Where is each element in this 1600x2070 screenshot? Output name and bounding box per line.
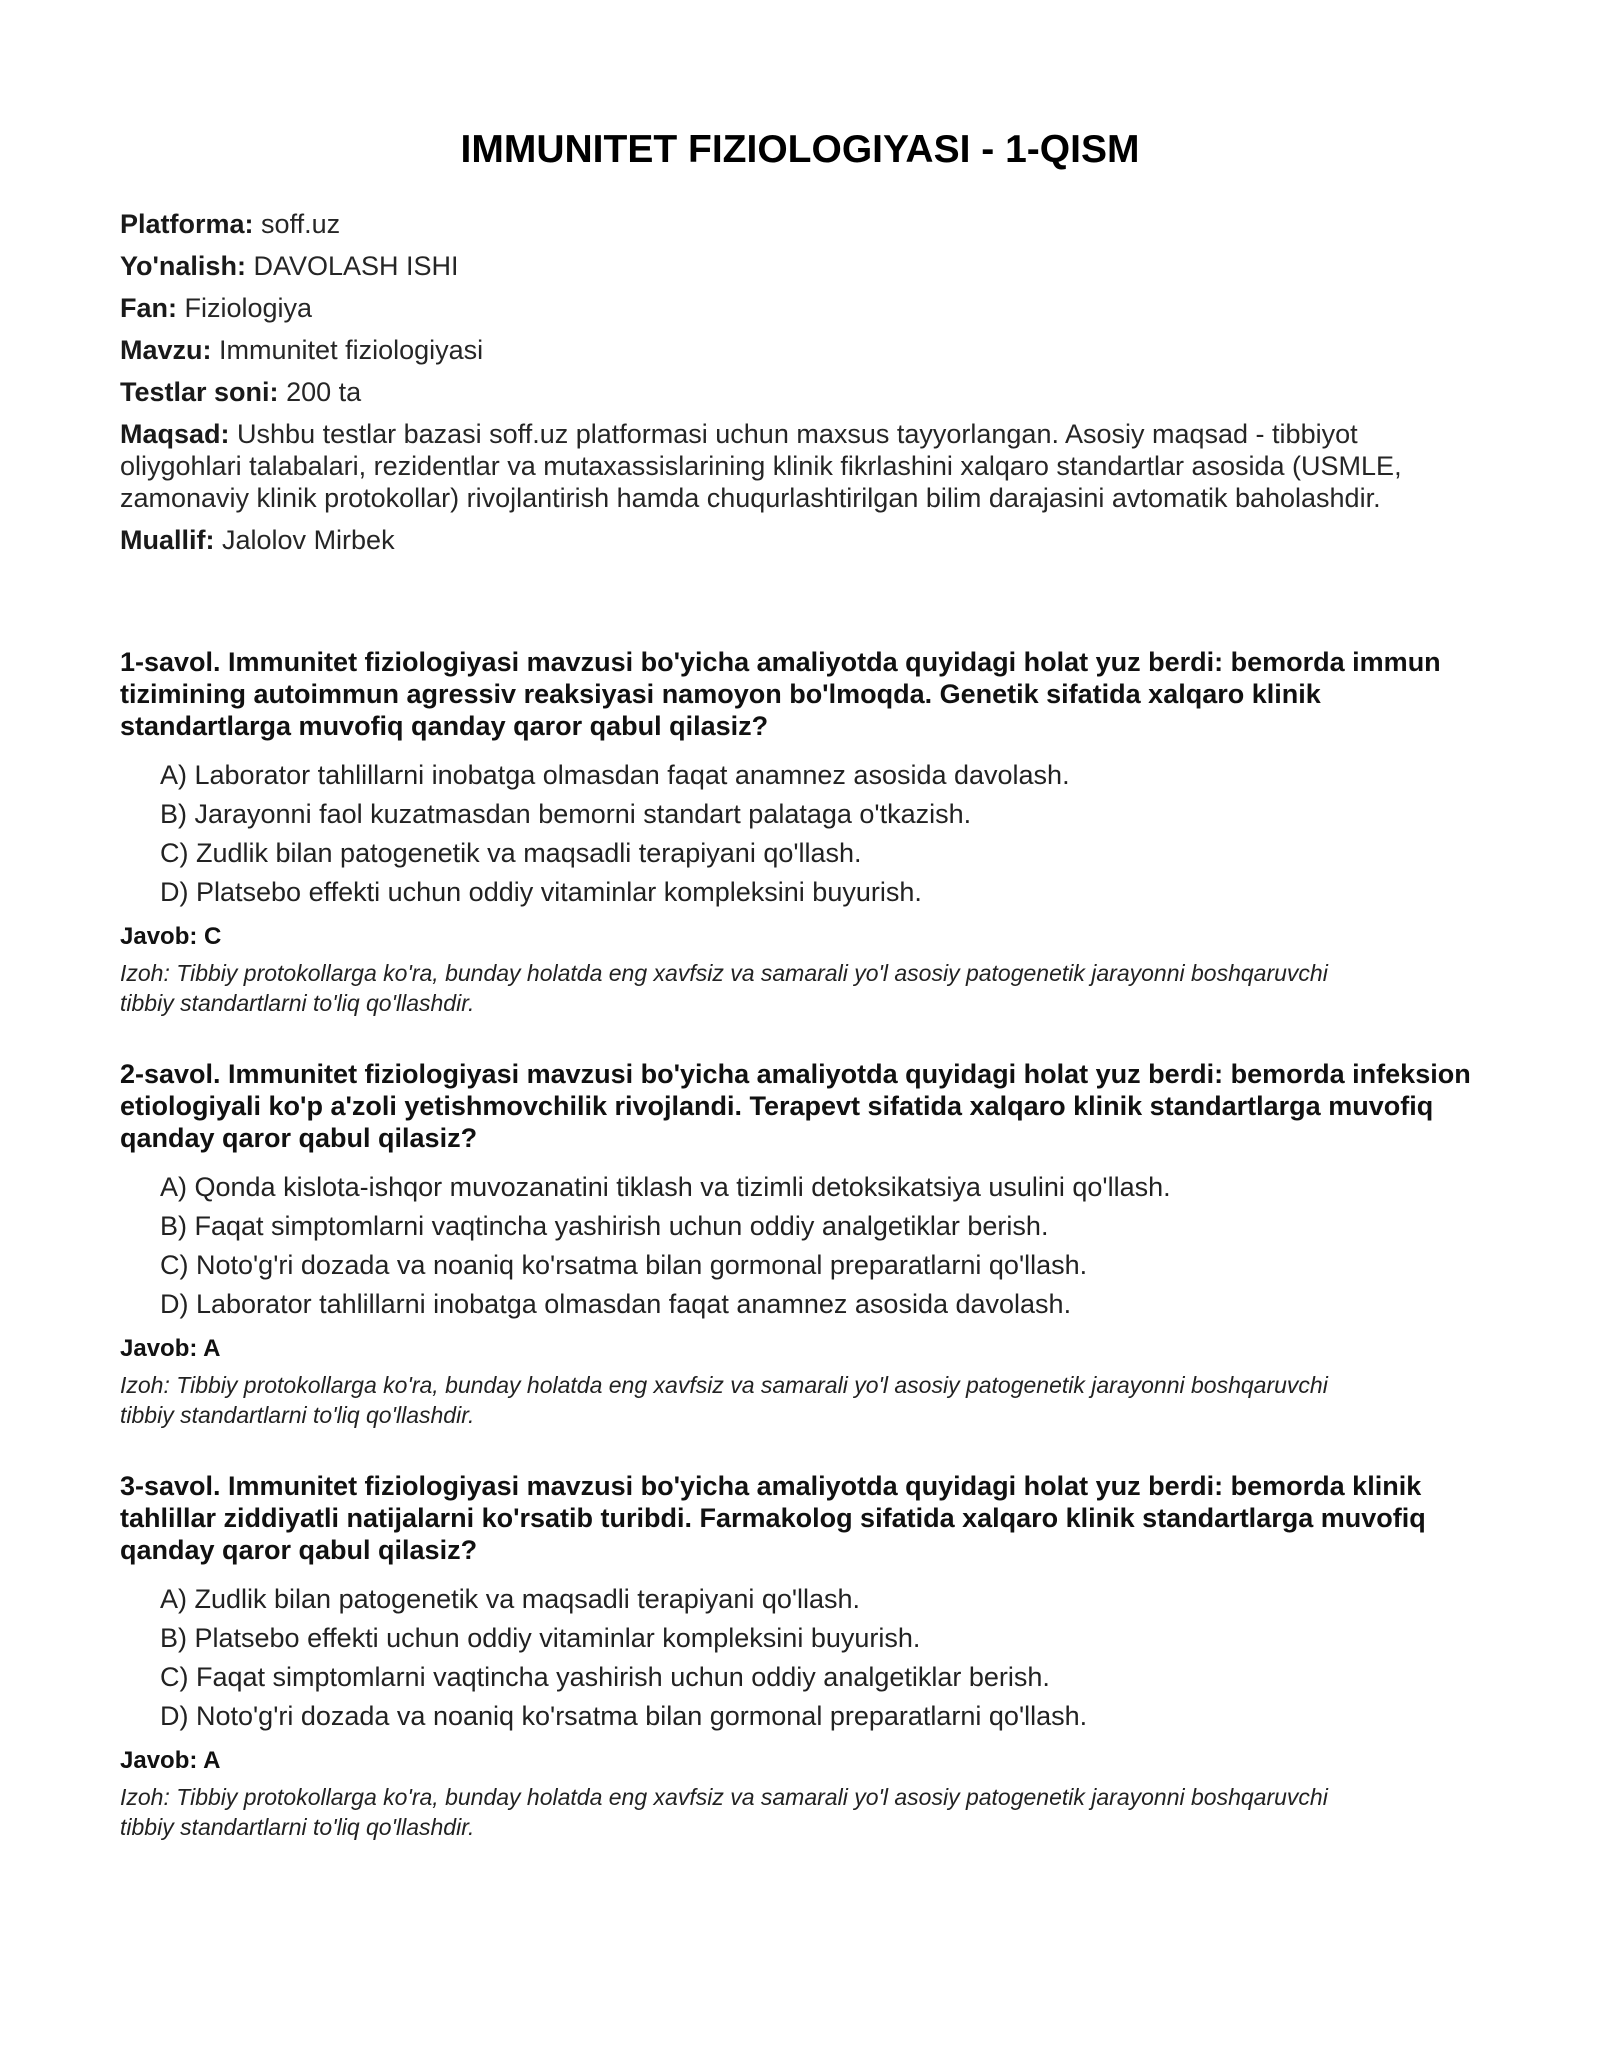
meta-label: Maqsad:: [120, 419, 230, 449]
meta-testlar-soni: [120, 376, 1480, 408]
meta-value: 200 ta: [286, 377, 362, 407]
meta-value: DAVOLASH ISHI: [253, 251, 459, 281]
answer: Javob: A: [120, 1335, 221, 1362]
answer: Javob: C: [120, 923, 222, 950]
question-2: [120, 1058, 1480, 1430]
meta-yonalish: [120, 250, 1480, 282]
explanation: Izoh: Tibbiy protokollarga ko'ra, bunday holatda eng xavfsiz va samarali yo'l asosiy patogenetik jarayonni boshqaruvchi tibbiy standartlarni to'liq qo'llashdir.: [120, 960, 1328, 1016]
meta-value: soff.uz: [261, 209, 341, 239]
option-d: D) Platsebo effekti uchun oddiy vitaminlar kompleksini buyurish.: [160, 877, 922, 907]
option-b: B) Faqat simptomlarni vaqtincha yashirish uchun oddiy analgetiklar berish.: [160, 1211, 1049, 1241]
option-a: A) Zudlik bilan patogenetik va maqsadli terapiyani qo'llash.: [160, 1584, 861, 1614]
meta-label: Fan:: [120, 293, 177, 323]
option-c: C) Noto'g'ri dozada va noaniq ko'rsatma bilan gormonal preparatlarni qo'llash.: [160, 1250, 1088, 1280]
meta-value: Immunitet fiziologiyasi: [219, 335, 484, 365]
meta-block: [120, 208, 1480, 556]
meta-label: Yo'nalish:: [120, 251, 246, 281]
explanation: Izoh: Tibbiy protokollarga ko'ra, bunday holatda eng xavfsiz va samarali yo'l asosiy patogenetik jarayonni boshqaruvchi tibbiy standartlarni to'liq qo'llashdir.: [120, 1372, 1328, 1428]
meta-muallif: [120, 524, 1480, 556]
option-c: C) Faqat simptomlarni vaqtincha yashirish uchun oddiy analgetiklar berish.: [160, 1662, 1050, 1692]
meta-label: Muallif:: [120, 525, 215, 555]
question-1: [120, 646, 1480, 1018]
option-list: [120, 1580, 1480, 1736]
option-d: D) Noto'g'ri dozada va noaniq ko'rsatma bilan gormonal preparatlarni qo'llash.: [160, 1701, 1088, 1731]
page-title: IMMUNITET FIZIOLOGIYASI - 1-QISM: [460, 128, 1140, 171]
meta-label: Platforma:: [120, 209, 254, 239]
question-text: 2-savol. Immunitet fiziologiyasi mavzusi bo'yicha amaliyotda quyidagi holat yuz berdi: bemorda infeksion etiologiyali ko'p a'zoli yetishmovchilik rivojlandi. Terapevt sifatida xalqaro klinik standartlarga muvofiq qanday qaror qabul qilasiz?: [120, 1059, 1471, 1153]
question-text: 1-savol. Immunitet fiziologiyasi mavzusi bo'yicha amaliyotda quyidagi holat yuz berdi: bemorda immun tizimining autoimmun agressiv reaksiyasi namoyon bo'lmoqda. Genetik sifatida xalqaro klinik standartlarga muvofiq qanday qaror qabul qilasiz?: [120, 647, 1441, 741]
meta-mavzu: [120, 334, 1480, 366]
meta-fan: [120, 292, 1480, 324]
answer: Javob: A: [120, 1747, 221, 1774]
option-b: B) Jarayonni faol kuzatmasdan bemorni standart palataga o'tkazish.: [160, 799, 972, 829]
meta-value: Jalolov Mirbek: [222, 525, 395, 555]
meta-label: Testlar soni:: [120, 377, 279, 407]
meta-value: Ushbu testlar bazasi soff.uz platformasi uchun maxsus tayyorlangan. Asosiy maqsad - tibbiyot oliygohlari talabalari, rezidentlar va mutaxassislarining klinik fikrlashini xalqaro standartlar asosida (USMLE, zamonaviy klinik protokollar) rivojlantirish hamda chuqurlashtirilgan bilim darajasini avtomatik baholashdir.: [120, 419, 1402, 513]
section-spacer: [120, 566, 1480, 646]
explanation: Izoh: Tibbiy protokollarga ko'ra, bunday holatda eng xavfsiz va samarali yo'l asosiy patogenetik jarayonni boshqaruvchi tibbiy standartlarni to'liq qo'llashdir.: [120, 1784, 1328, 1840]
question-text: 3-savol. Immunitet fiziologiyasi mavzusi bo'yicha amaliyotda quyidagi holat yuz berdi: bemorda klinik tahlillar ziddiyatli natijalarni ko'rsatib turibdi. Farmakolog sifatida xalqaro klinik standartlarga muvofiq qanday qaror qabul qilasiz?: [120, 1471, 1426, 1565]
meta-value: Fiziologiya: [184, 293, 313, 323]
meta-label: Mavzu:: [120, 335, 212, 365]
option-a: A) Laborator tahlillarni inobatga olmasdan faqat anamnez asosida davolash.: [160, 760, 1070, 790]
option-a: A) Qonda kislota-ishqor muvozanatini tiklash va tizimli detoksikatsiya usulini qo'llash.: [160, 1172, 1171, 1202]
option-d: D) Laborator tahlillarni inobatga olmasdan faqat anamnez asosida davolash.: [160, 1289, 1072, 1319]
question-3: [120, 1470, 1480, 1842]
meta-platforma: [120, 208, 1480, 240]
option-list: [120, 1168, 1480, 1324]
option-c: C) Zudlik bilan patogenetik va maqsadli terapiyani qo'llash.: [160, 838, 862, 868]
option-list: [120, 756, 1480, 912]
meta-maqsad: [120, 418, 1480, 514]
option-b: B) Platsebo effekti uchun oddiy vitaminlar kompleksini buyurish.: [160, 1623, 921, 1653]
